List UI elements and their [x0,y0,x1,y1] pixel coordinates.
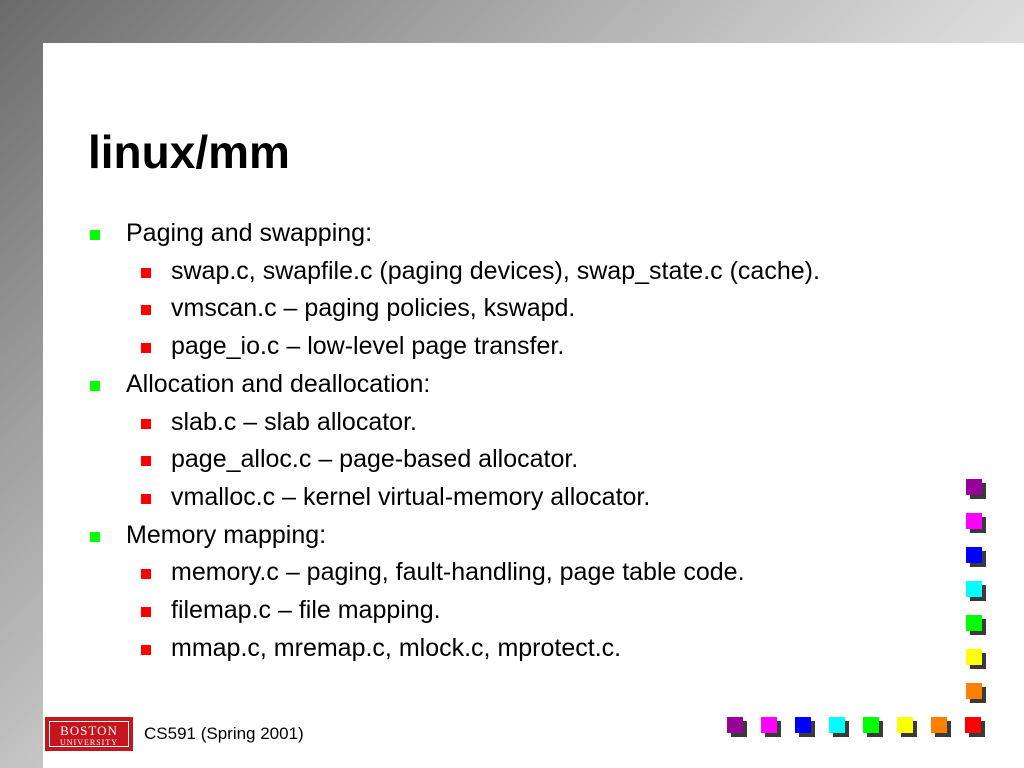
logo-line-1: BOSTON [60,723,118,738]
sub-item-text: vmscan.c – paging policies, kswapd. [171,294,576,323]
decorative-square-icon [966,649,982,665]
sub-item [88,441,968,479]
decorative-square-icon [727,717,743,733]
red-square-bullet-icon [141,494,151,504]
green-square-bullet-icon [90,532,100,542]
sub-item [88,404,968,442]
decorative-square-icon [966,683,982,699]
sub-item [88,554,968,592]
sub-item-text: page_alloc.c – page-based allocator. [171,445,579,474]
decorative-square-icon [761,717,777,733]
decorative-square-icon [966,581,982,597]
section-heading-text: Paging and swapping: [126,219,373,247]
decorative-square-icon [965,717,981,733]
decorative-square-icon [966,615,982,631]
sub-item [88,290,968,328]
sub-item [88,479,968,517]
decorative-square-icon [829,717,845,733]
logo-line-2: UNIVERSITY [60,738,118,747]
sub-item-text: page_io.c – low-level page transfer. [171,332,565,361]
sub-item [88,253,968,291]
red-square-bullet-icon [141,268,151,278]
decorative-square-icon [966,513,982,529]
sub-item-text: vmalloc.c – kernel virtual-memory allocator. [171,482,651,511]
sub-item-text: mmap.c, mremap.c, mlock.c, mprotect.c. [171,633,622,662]
section-heading [88,215,968,253]
red-square-bullet-icon [141,419,151,429]
sub-item [88,630,968,668]
decorative-square-icon [863,717,879,733]
sub-item-text: filemap.c – file mapping. [171,596,441,625]
section-heading-text: Memory mapping: [126,520,327,549]
slide-title: linux/mm [88,126,290,178]
decorative-square-icon [931,717,947,733]
sub-item-text: memory.c – paging, fault-handling, page table code. [171,558,745,587]
sub-item [88,592,968,630]
decorative-square-icon [966,547,982,563]
red-square-bullet-icon [141,569,151,579]
section-heading [88,517,968,555]
decorative-square-icon [795,717,811,733]
red-square-bullet-icon [141,607,151,617]
red-square-bullet-icon [141,305,151,315]
red-square-bullet-icon [141,645,151,655]
bullet-outline [88,215,968,667]
red-square-bullet-icon [141,343,151,353]
section-heading-text: Allocation and deallocation: [126,369,431,398]
section-heading [88,366,968,404]
sub-item-text: slab.c – slab allocator. [171,407,417,436]
green-square-bullet-icon [90,381,100,391]
boston-university-logo [45,717,133,751]
decorative-square-icon [897,717,913,733]
course-footer: CS591 (Spring 2001) [144,724,304,743]
sub-item-text: swap.c, swapfile.c (paging devices), swap_state.c (cache). [171,256,820,285]
red-square-bullet-icon [141,456,151,466]
green-square-bullet-icon [90,230,100,240]
sub-item [88,328,968,366]
decorative-square-icon [966,479,982,495]
